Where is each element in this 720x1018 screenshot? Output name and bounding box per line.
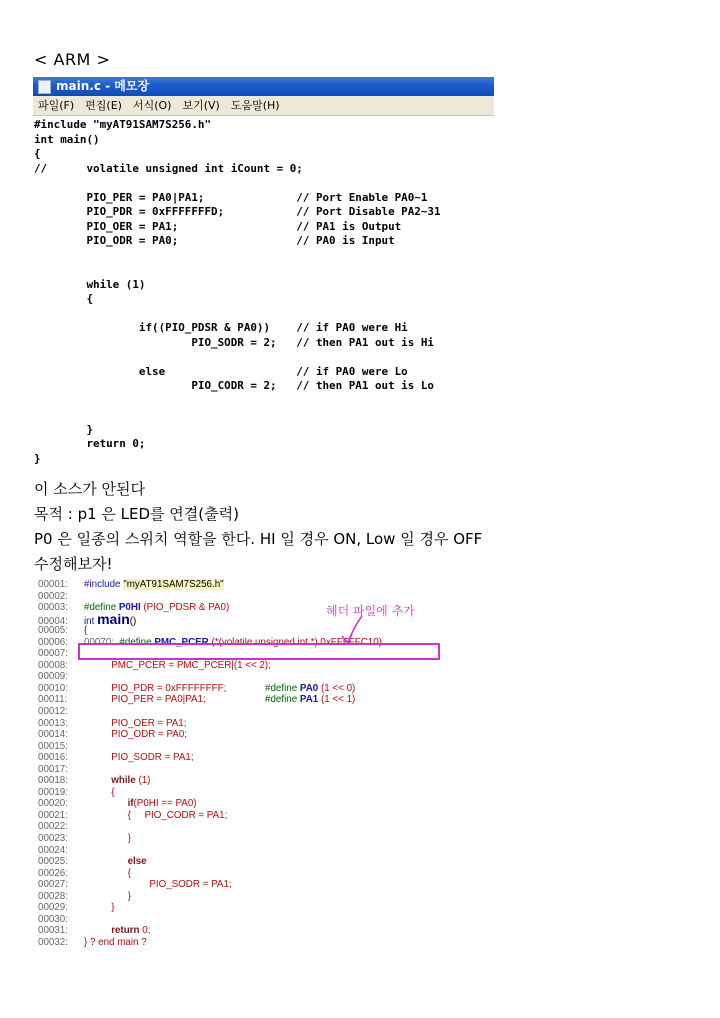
text-line-4: 수정해보자!	[34, 555, 113, 573]
notepad-title-bar	[33, 77, 494, 96]
text-line-3: P0 은 일종의 스위치 역할을 한다. HI 일 경우 ON, Low 일 경우 OFF	[34, 530, 483, 548]
code-token: {	[127, 867, 131, 879]
code-line-16	[38, 752, 458, 764]
code-token: 00070:	[84, 636, 114, 648]
code-token: 00009:	[38, 671, 68, 683]
menu-file[interactable]: 파일(F)	[38, 99, 75, 112]
menu-help[interactable]: 도움말(H)	[230, 99, 280, 112]
code-token: PIO_OER = PA1;	[111, 717, 187, 729]
code-line-22	[38, 821, 458, 833]
code-line-14	[38, 729, 458, 741]
code-line-19	[38, 787, 458, 799]
notepad-icon	[38, 80, 51, 94]
code-token: 00004:	[38, 615, 68, 627]
code-token: 00008:	[38, 659, 68, 671]
code-token: 00001:	[38, 579, 68, 590]
code-token: PIO_PDR = 0xFFFFFFFF;	[111, 682, 227, 694]
code-token: 00005:	[38, 625, 68, 637]
code-token: main	[97, 610, 130, 627]
code-token: 00019:	[38, 786, 68, 798]
code-line-17	[38, 764, 458, 776]
code-token: 00024:	[38, 844, 68, 856]
code-token: PMC_PCER = PMC_PCER|(1 << 2);	[111, 659, 271, 671]
code-token: PIO_SODR = PA1;	[149, 879, 232, 891]
code-line-5	[38, 625, 458, 637]
code-token: 00010:	[38, 682, 68, 694]
code-token: 00006:	[38, 636, 68, 648]
code-line-29	[38, 902, 458, 914]
code-token: 00018:	[38, 775, 68, 787]
code-token: if	[127, 798, 134, 810]
notepad-menu-bar	[33, 96, 494, 116]
code-token: 00002:	[38, 590, 68, 602]
code-line-21	[38, 810, 458, 822]
highlight-box	[78, 643, 440, 660]
code-token: {	[84, 625, 88, 637]
code-token: 00023:	[38, 833, 68, 845]
code-token: (1 << 1)	[320, 694, 356, 706]
code-token: 00013:	[38, 717, 68, 729]
code-token	[265, 683, 355, 695]
code-token: (P0HI == PA0)	[133, 798, 197, 810]
code-line-27	[38, 879, 458, 891]
code-token: 00015:	[38, 740, 68, 752]
code-token: 00012:	[38, 706, 68, 718]
menu-view[interactable]: 보기(V)	[182, 99, 220, 112]
code-token: "myAT91SAM7S256.h"	[123, 579, 224, 590]
code-token: }	[127, 833, 131, 845]
code-line-31	[38, 925, 458, 937]
code-token: {	[111, 786, 115, 798]
code-line-24	[38, 845, 458, 857]
code-token: PA1	[299, 694, 319, 706]
code-line-9	[38, 671, 458, 683]
code-line-30	[38, 914, 458, 926]
code-token	[265, 694, 355, 706]
code-token: PA0	[299, 682, 319, 694]
code-token: } ? end main ?	[84, 936, 147, 948]
code-token: }	[127, 890, 131, 902]
source-editor	[38, 579, 458, 949]
code-token: #define	[84, 602, 117, 614]
code-token: PIO_PER = PA0|PA1;	[111, 694, 206, 706]
code-token: 00014:	[38, 729, 68, 741]
code-token: 0;	[139, 925, 151, 937]
notepad-title: main.c - 메모장	[56, 79, 150, 93]
code-token: P0HI	[118, 602, 141, 614]
menu-edit[interactable]: 편집(E)	[85, 99, 122, 112]
code-token: }	[111, 902, 115, 914]
code-token: 00031:	[38, 925, 68, 937]
code-token: (*(volatile unsigned int *)	[211, 636, 318, 648]
code-token: PIO_CODR = PA1;	[144, 809, 228, 821]
code-line-20	[38, 798, 458, 810]
code-line-8	[38, 660, 458, 672]
text-line-1: 이 소스가 안된다	[34, 480, 145, 498]
code-token: #define	[119, 636, 152, 648]
code-line-1	[38, 579, 458, 591]
code-token: return	[111, 925, 140, 937]
code-token: 00025:	[38, 856, 68, 868]
annotation-arrow-icon	[338, 614, 368, 646]
code-token: 00027:	[38, 879, 68, 891]
code-token: 00029:	[38, 902, 68, 914]
notepad-code[interactable]: #include "myAT91SAM7S256.h" int main() { // volatile unsigned int iCount = 0; PIO_PER = PA0|PA1; // Port Enable PA0~1 PIO_PDR = 0xFFFFFFFD; // Port Disable PA2~31 PIO_OER = PA1; // PA1 is Output PIO_ODR = PA0; // PA0 is Input while (1) { if((PIO_PDSR & PA0)) // if PA0 were Hi PIO_SODR = 2; // then PA1 out is Hi else // if PA0 were Lo PIO_CODR = 2; // then PA1 out is Lo } return 0; }	[34, 118, 441, 465]
code-token: PIO_SODR = PA1;	[111, 752, 194, 764]
code-line-15	[38, 741, 458, 753]
code-token: (1)	[135, 775, 151, 787]
code-token: ()	[129, 615, 137, 627]
menu-format[interactable]: 서식(O)	[132, 99, 172, 112]
code-token: {	[127, 809, 131, 821]
code-token: 00028:	[38, 890, 68, 902]
code-line-11	[38, 694, 458, 706]
code-line-12	[38, 706, 458, 718]
code-token: 00011:	[38, 694, 68, 706]
code-token: 0xFFFFFC10)	[320, 636, 382, 648]
annotation-label: 헤더 파일에 추가	[326, 604, 415, 618]
code-token: 00003:	[38, 602, 68, 614]
code-token: PIO_ODR = PA0;	[111, 729, 188, 741]
code-token: while	[111, 775, 136, 787]
code-token: PMC_PCER	[154, 636, 209, 648]
code-token: #define	[265, 682, 298, 694]
code-token: (PIO_PDSR & PA0)	[143, 602, 230, 614]
code-token: #include	[84, 579, 124, 590]
code-token: 00007:	[38, 648, 68, 660]
code-token: #define	[265, 694, 298, 706]
code-token: 00022:	[38, 821, 68, 833]
code-line-23	[38, 833, 458, 845]
code-token: (1 << 0)	[320, 682, 356, 694]
code-token: 00017:	[38, 763, 68, 775]
code-token: else	[127, 856, 147, 868]
code-token: 00020:	[38, 798, 68, 810]
page-heading: < ARM >	[34, 50, 111, 69]
code-token: 00021:	[38, 809, 68, 821]
code-line-10	[38, 683, 458, 695]
code-line-32	[38, 937, 458, 949]
code-line-25	[38, 856, 458, 868]
code-token: int	[84, 615, 98, 627]
code-token: 00030:	[38, 913, 68, 925]
code-line-18	[38, 775, 458, 787]
code-token: 00016:	[38, 752, 68, 764]
code-token: 00032:	[38, 936, 68, 948]
code-line-28	[38, 891, 458, 903]
text-line-2: 목적 : p1 은 LED를 연결(출력)	[34, 505, 239, 523]
code-token: 00026:	[38, 867, 68, 879]
code-line-2	[38, 591, 458, 603]
code-line-13	[38, 718, 458, 730]
code-line-26	[38, 868, 458, 880]
